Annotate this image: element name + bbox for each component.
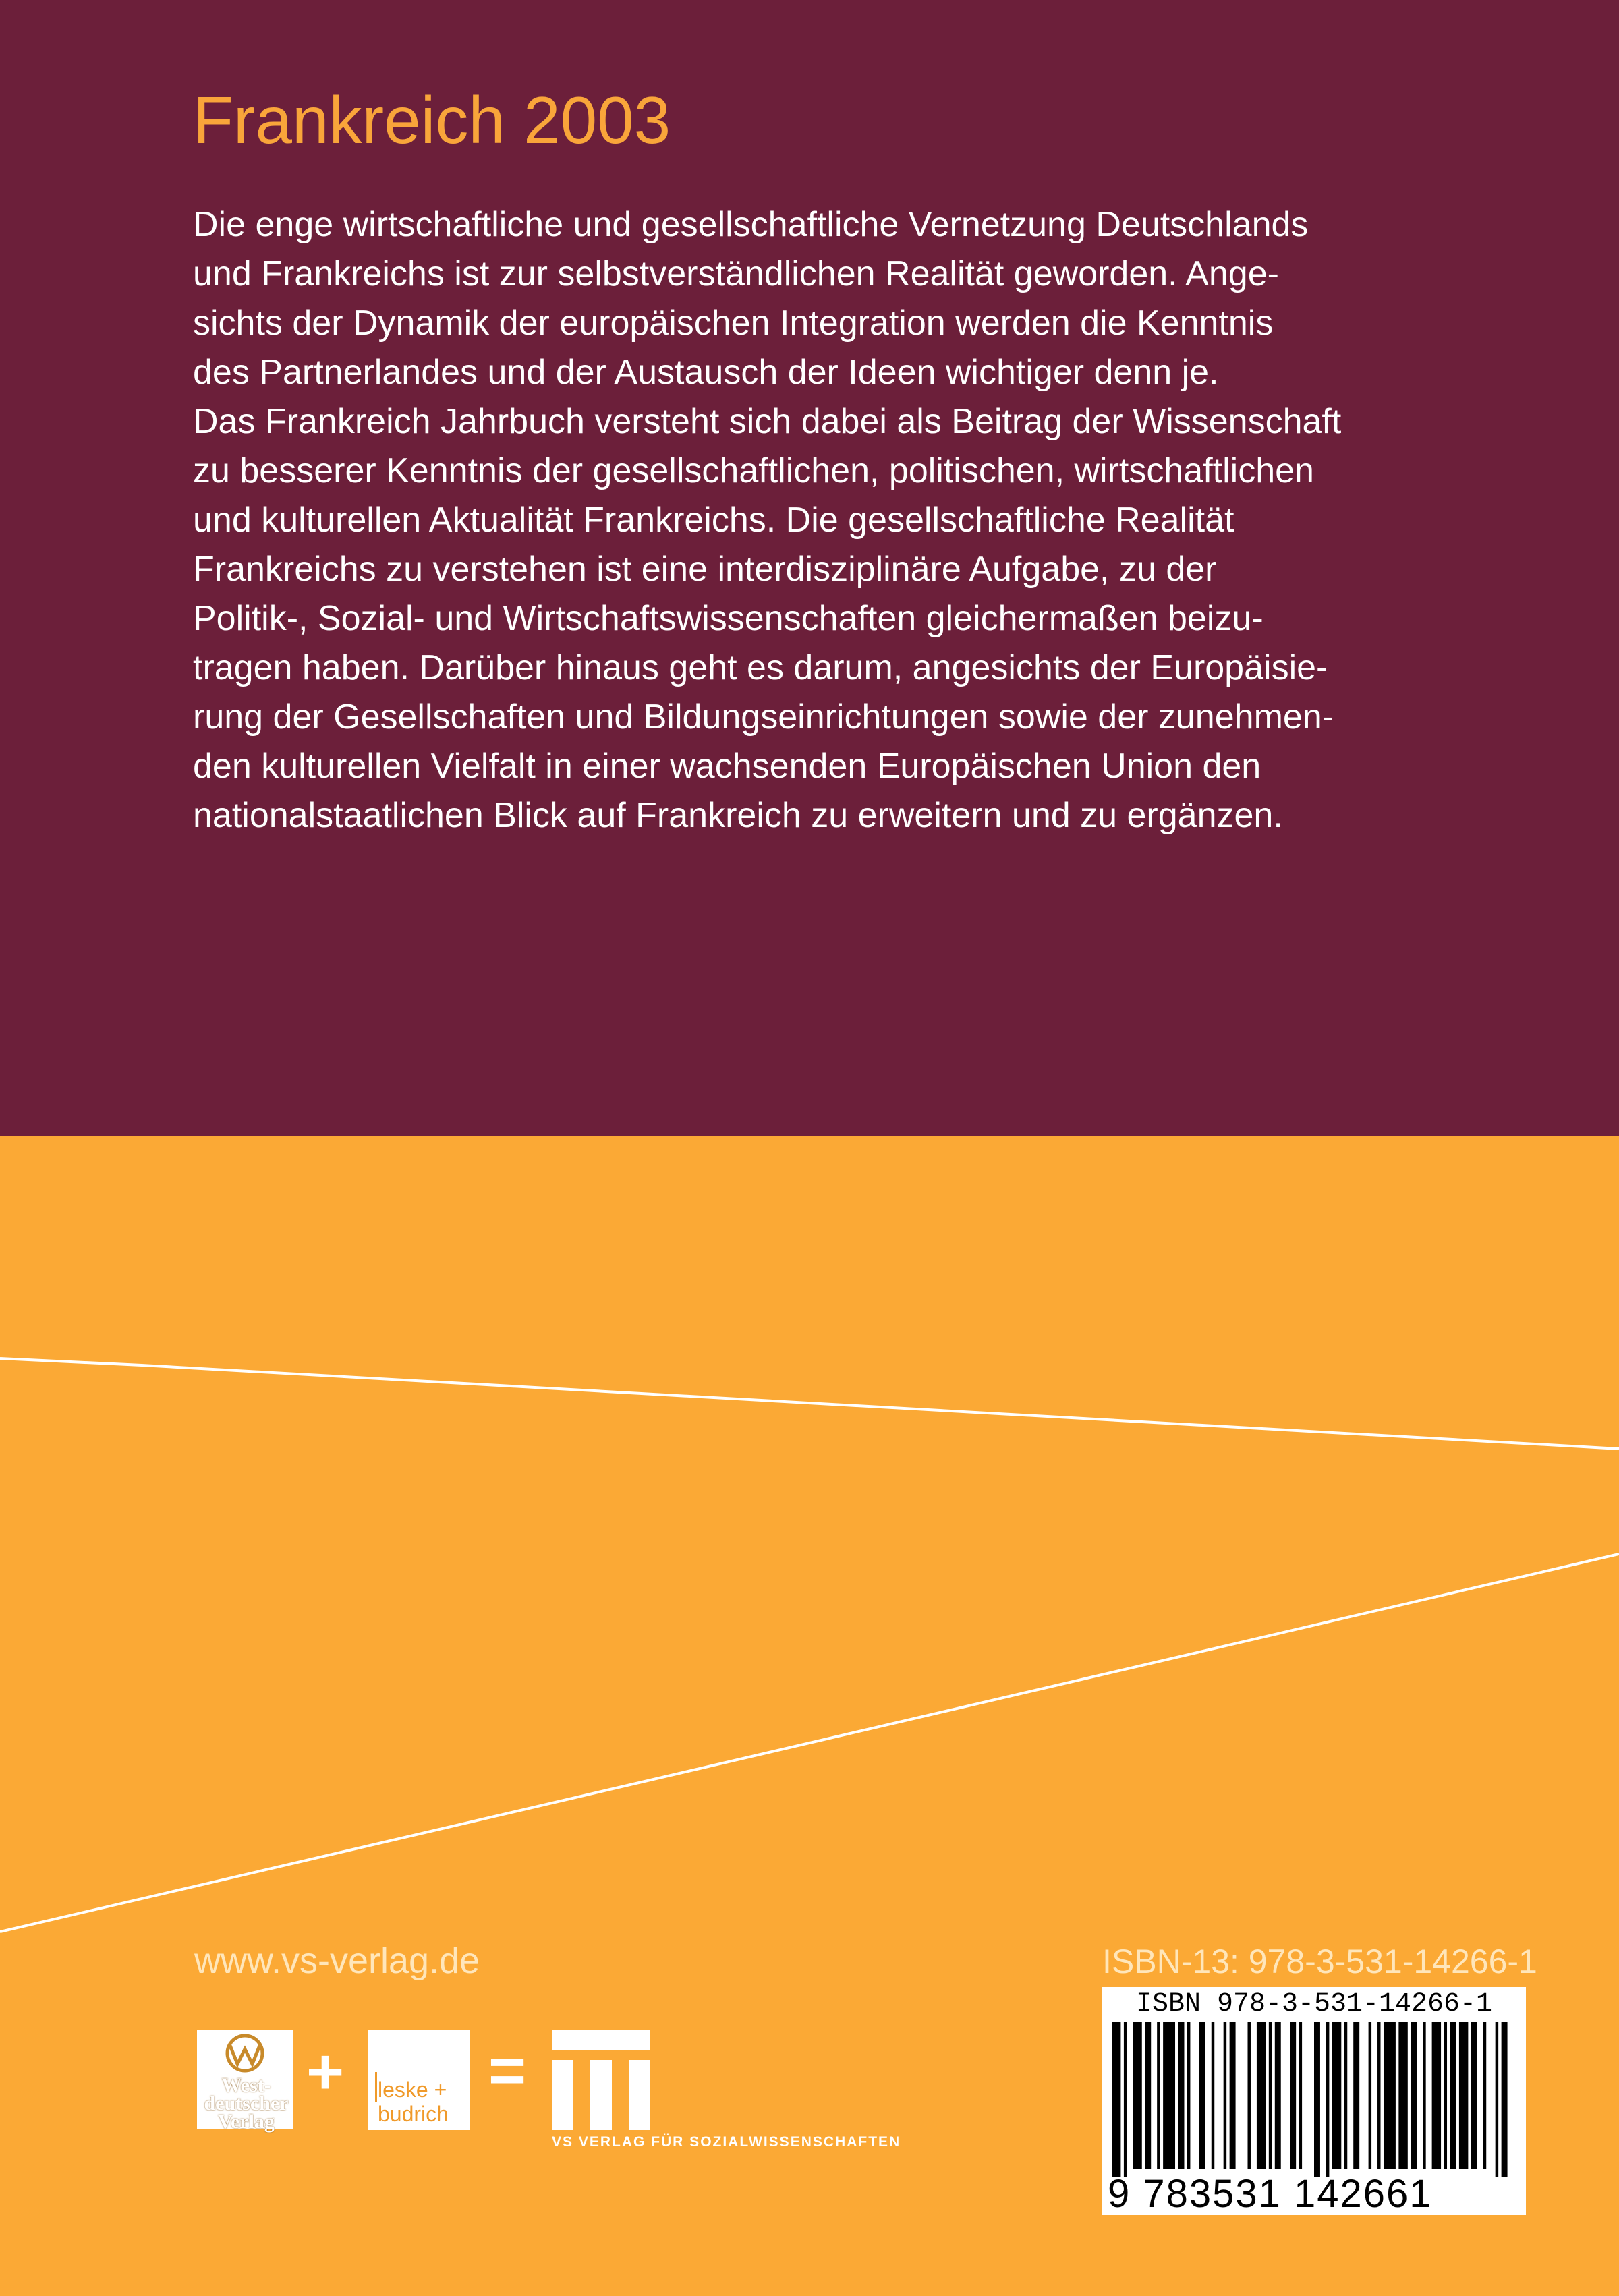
barcode-bar bbox=[1275, 2022, 1281, 2169]
barcode-bar bbox=[1411, 2022, 1417, 2169]
barcode-bar bbox=[1145, 2022, 1151, 2169]
wdv-emblem-icon bbox=[197, 2030, 293, 2077]
barcode-bar bbox=[1224, 2022, 1226, 2169]
barcode-bar bbox=[1483, 2022, 1486, 2169]
blurb-line: sichts der Dynamik der europäischen Integration werden die Kenntnis bbox=[193, 304, 1274, 343]
barcode-bar bbox=[1124, 2022, 1127, 2177]
barcode-bar bbox=[1199, 2022, 1205, 2169]
barcode-bar bbox=[1423, 2022, 1425, 2169]
barcode-bar bbox=[1326, 2022, 1329, 2177]
barcode-bar bbox=[1299, 2022, 1302, 2169]
barcode-bar bbox=[1230, 2022, 1236, 2169]
barcode-bar bbox=[1112, 2022, 1120, 2177]
barcode-bar bbox=[1133, 2022, 1141, 2169]
barcode-bar bbox=[1444, 2022, 1447, 2169]
blurb-line: Frankreichs zu verstehen ist eine interdisziplinäre Aufgabe, zu der bbox=[193, 550, 1217, 589]
barcode-bar bbox=[1247, 2022, 1250, 2169]
barcode-bar bbox=[1377, 2022, 1380, 2169]
barcode-bar bbox=[1459, 2022, 1468, 2169]
barcode-digits: 9 783531 142661 bbox=[1108, 2172, 1433, 2216]
blurb-line: den kulturellen Vielfalt in einer wachsenden Europäischen Union den bbox=[193, 747, 1261, 786]
lb-logo-line: budrich bbox=[378, 2102, 449, 2126]
barcode-bar bbox=[1344, 2022, 1347, 2169]
wdv-logo-line: Verlag bbox=[218, 2111, 275, 2133]
plus-sign: + bbox=[306, 2036, 345, 2108]
lb-bar-icon bbox=[375, 2072, 377, 2102]
lb-logo-line: leske + bbox=[378, 2077, 447, 2102]
barcode-bar bbox=[1450, 2022, 1456, 2169]
barcode-bar bbox=[1269, 2022, 1272, 2169]
blurb-line: Die enge wirtschaftliche und gesellschaftliche Vernetzung Deutschlands bbox=[193, 205, 1309, 244]
blurb-line: des Partnerlandes und der Austausch der Ideen wichtiger denn je. bbox=[193, 353, 1219, 392]
blurb-line: Politik-, Sozial- und Wirtschaftswissenschaften gleichermaßen beizu- bbox=[193, 599, 1263, 638]
barcode-bar bbox=[1332, 2022, 1341, 2169]
barcode-bar bbox=[1398, 2022, 1407, 2169]
barcode-bar bbox=[1432, 2022, 1441, 2169]
barcode-bar bbox=[1314, 2022, 1320, 2177]
isbn-label: ISBN-13: 978-3-531-14266-1 bbox=[1102, 1943, 1537, 1980]
wdv-logo-text bbox=[196, 2076, 297, 2131]
leske-budrich-logo bbox=[368, 2030, 470, 2130]
wdv-logo-line: West- bbox=[221, 2074, 271, 2096]
blurb-line: nationalstaatlichen Blick auf Frankreich zu erweitern und zu ergänzen. bbox=[193, 796, 1283, 835]
barcode-bar bbox=[1178, 2022, 1185, 2169]
barcode-bar bbox=[1157, 2022, 1160, 2169]
wdv-logo-line: deutscher bbox=[204, 2092, 289, 2115]
blurb-line: zu besserer Kenntnis der gesellschaftlichen, politischen, wirtschaftlichen bbox=[193, 451, 1314, 490]
barcode-bar bbox=[1290, 2022, 1296, 2169]
isbn-barcode bbox=[1102, 1987, 1526, 2215]
barcode-bar bbox=[1187, 2022, 1190, 2169]
barcode-bar bbox=[1163, 2022, 1175, 2169]
blurb-line: und kulturellen Aktualität Frankreichs. Die gesellschaftliche Realität bbox=[193, 500, 1234, 540]
barcode-bar bbox=[1353, 2022, 1359, 2169]
barcode-bar bbox=[1502, 2022, 1508, 2177]
barcode-top-text: ISBN 978-3-531-14266-1 bbox=[1135, 1989, 1493, 2019]
vs-verlag-logo-text: VS VERLAG FÜR SOZIALWISSENSCHAFTEN bbox=[552, 2134, 901, 2150]
lb-logo-text bbox=[378, 2077, 449, 2126]
equals-sign: = bbox=[488, 2034, 527, 2106]
barcode-bar bbox=[1212, 2022, 1214, 2169]
blurb-line: rung der Gesellschaften und Bildungseinrichtungen sowie der zunehmen- bbox=[193, 697, 1334, 737]
publisher-website: www.vs-verlag.de bbox=[194, 1941, 480, 1981]
vs-verlag-logo-icon bbox=[552, 2030, 650, 2130]
barcode-bar bbox=[1257, 2022, 1266, 2169]
blurb-line: Das Frankreich Jahrbuch versteht sich dabei als Beitrag der Wissenschaft bbox=[193, 402, 1342, 441]
barcode-bar bbox=[1384, 2022, 1396, 2169]
barcode-bar bbox=[1496, 2022, 1498, 2177]
blurb-line: tragen haben. Darüber hinaus geht es darum, angesichts der Europäisie- bbox=[193, 648, 1328, 687]
book-title: Frankreich 2003 bbox=[193, 83, 671, 157]
barcode-bar bbox=[1471, 2022, 1477, 2169]
barcode-bars bbox=[1112, 2022, 1516, 2177]
blurb-line: und Frankreichs ist zur selbstverständlichen Realität geworden. Ange- bbox=[193, 254, 1279, 293]
barcode-bar bbox=[1369, 2022, 1371, 2169]
blurb-text bbox=[193, 200, 1515, 840]
